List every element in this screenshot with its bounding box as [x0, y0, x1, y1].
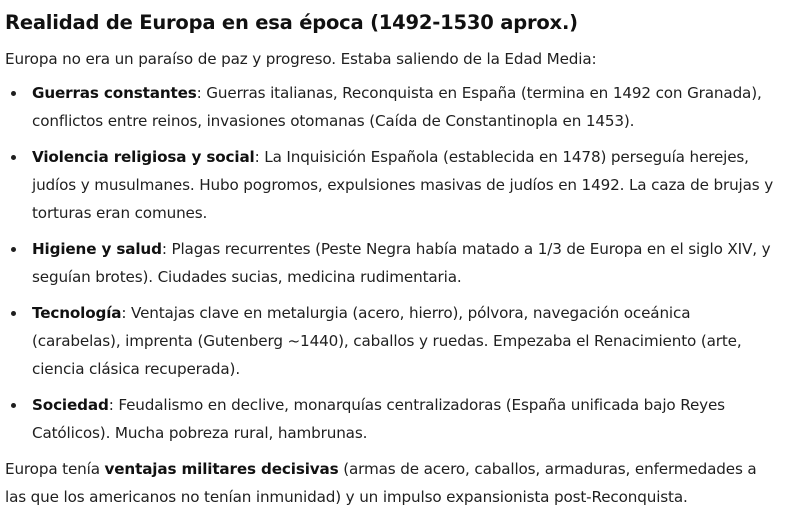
list-item	[5, 143, 781, 227]
list-item-term: Guerras constantes	[32, 84, 197, 102]
bullet-icon	[11, 403, 16, 408]
list-item-term: Violencia religiosa y social	[32, 148, 255, 166]
list-item-text: : Feudalismo en declive, monarquías centralizadoras (España unificada bajo Reyes Católicos). Mucha pobreza rural, hambrunas.	[32, 396, 725, 442]
conclusion-emphasis: ventajas militares decisivas	[104, 460, 339, 478]
list-item	[5, 235, 781, 291]
intro-paragraph: Europa no era un paraíso de paz y progreso. Estaba saliendo de la Edad Media:	[5, 50, 597, 68]
bullet-icon	[11, 155, 16, 160]
list-item	[5, 299, 781, 383]
bullet-icon	[11, 247, 16, 252]
list-item-term: Higiene y salud	[32, 240, 162, 258]
section-title: Realidad de Europa en esa época (1492-1530 aprox.)	[5, 11, 578, 34]
list-item-text: : La Inquisición Española (establecida en 1478) perseguía herejes, judíos y musulmanes. Hubo pogromos, expulsiones masivas de judíos en 1492. La caza de brujas y torturas eran comunes.	[32, 148, 774, 222]
list-item-term: Tecnología	[32, 304, 122, 322]
list-item-text: : Ventajas clave en metalurgia (acero, hierro), pólvora, navegación oceánica (carabelas), imprenta (Gutenberg ~1440), caballos y ruedas. Empezaba el Renacimiento (arte, ciencia clásica recuperada).	[32, 304, 742, 378]
list-item-term: Sociedad	[32, 396, 109, 414]
conclusion-paragraph	[5, 455, 781, 511]
bullet-list	[5, 79, 781, 447]
bullet-icon	[11, 91, 16, 96]
conclusion-text-start: Europa tenía	[5, 460, 105, 478]
list-item	[5, 391, 781, 447]
conclusion-text-end: (armas de acero, caballos, armaduras, enfermedades a las que los americanos no tenían inmunidad) y un impulso expansionista post-Reconquista.	[5, 460, 757, 506]
bullet-icon	[11, 311, 16, 316]
list-item-text: : Guerras italianas, Reconquista en España (termina en 1492 con Granada), conflictos entre reinos, invasiones otomanas (Caída de Constantinopla en 1453).	[32, 84, 762, 130]
list-item-text: : Plagas recurrentes (Peste Negra había matado a 1/3 de Europa en el siglo XIV, y seguían brotes). Ciudades sucias, medicina rudimentaria.	[32, 240, 771, 286]
list-item	[5, 79, 781, 135]
